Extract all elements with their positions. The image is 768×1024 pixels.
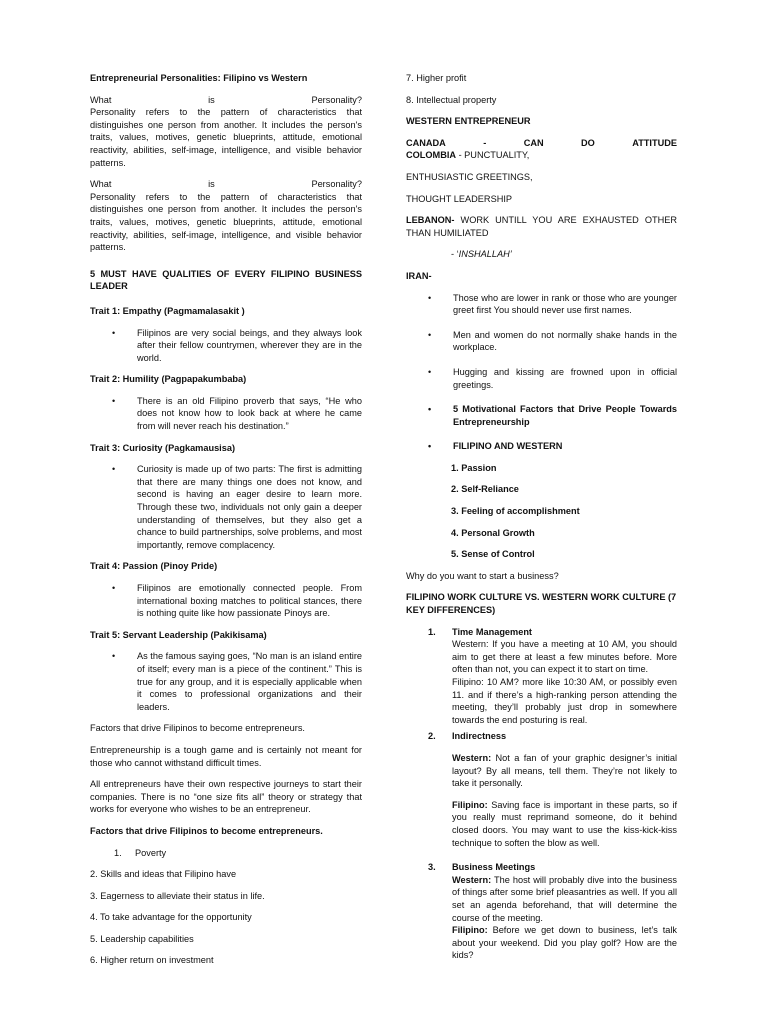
personality-definition-2 <box>90 178 362 254</box>
what-is-personality-line: What is Personality? <box>90 179 362 190</box>
filipino-western-bullet: • FILIPINO AND WESTERN <box>428 441 563 452</box>
factor-item: 1. Poverty <box>114 847 167 858</box>
trait-heading: Trait 3: Curiosity (Pagkamausisa) <box>90 442 236 453</box>
bullet-icon: • <box>428 292 432 303</box>
key-difference-title: Indirectness <box>452 731 507 742</box>
factors-heading: Factors that drive Filipinos to become entrepreneurs. <box>90 825 323 836</box>
paragraph: Entrepreneurship is a tough game and is certainly not meant for those who cannot withstand difficult times. <box>90 744 362 768</box>
key-difference-2: 2. Indirectness Western: Not a fan of your graphic designer’s initial layout? By all means, tell them. They’re not likely to take it personally. Filipino: Saving face is important in these parts, so if you really must reprimand someone, do it behind closed doors. You may want to use the kiss-kick-kiss technique to soften the blow as well. <box>428 731 677 848</box>
thought-line: THOUGHT LEADERSHIP <box>406 193 513 204</box>
colombia-line: COLOMBIA - PUNCTUALITY, <box>406 150 530 161</box>
key-difference-title: Time Management <box>452 626 532 637</box>
filipino-text: Filipino: Saving face is important in these parts, so if you really must reprimand someone, do it behind closed doors. You may want to use the kiss-kick-kiss technique to soften the blow as well. <box>452 799 677 848</box>
western-text: Western: If you have a meeting at 10 AM, you should aim to get there at least a few minutes before. More often than not, you can expect it to start on time. <box>452 639 677 675</box>
iran-bullet: • Hugging and kissing are frowned upon in official greetings. <box>428 366 677 390</box>
factor-item: 2. Skills and ideas that Filipino have <box>90 869 237 880</box>
bullet-icon: • <box>112 464 116 475</box>
culture-heading: FILIPINO WORK CULTURE VS. WESTERN WORK CULTURE (7 KEY DIFFERENCES) <box>406 592 677 616</box>
iran-bullet: • Those who are lower in rank or those who are younger greet first You should never use first names. <box>428 292 677 316</box>
canada-line: CANADA - CAN DO ATTITUDE <box>406 137 677 148</box>
motivation-heading-bullet: • 5 Motivational Factors that Drive People Towards Entrepreneurship <box>428 404 677 427</box>
inshallah-line: - ‘INSHALLAH’ <box>451 249 512 260</box>
factor-item: 6. Higher return on investment <box>90 955 214 966</box>
motivation-item: 1. Passion <box>451 462 497 473</box>
trait-bullet: • Curiosity is made up of two parts: The first is admitting that there are many things one does not know, and second is having an eager desire to learn more. Through these two, individuals not only gain a deeper understanding of themselves, but they also get a chance to build partnerships, solve problems, and most importantly, remove complacency. <box>112 464 362 550</box>
bullet-icon: • <box>428 366 432 377</box>
trait-heading: Trait 1: Empathy (Pagmamalasakit ) <box>90 305 245 316</box>
key-difference-title: Business Meetings <box>452 862 536 873</box>
lebanon-line: LEBANON- WORK UNTILL YOU ARE EXHAUSTED OTHER THAN HUMILIATED <box>406 215 677 238</box>
what-is-personality-line: What is Personality? <box>90 94 362 105</box>
iran-bullet: • Men and women do not normally shake hands in the workplace. <box>428 329 677 353</box>
factor-item: 5. Leadership capabilities <box>90 933 194 944</box>
bullet-icon: • <box>112 651 116 662</box>
bullet-icon: • <box>428 404 432 415</box>
key-difference-3: 3. Business Meetings Western: The host will probably dive into the business of things after some brief pleasantries as well. If you all set an agenda beforehand, that will determine the course of the meeting. Filipino: Before we get down to business, let’s talk about your weekend. Did you play golf? How are the kids? <box>428 862 677 961</box>
bullet-icon: • <box>112 395 116 406</box>
definition-text: Personality refers to the pattern of characteristics that distinguishes one person from another. It includes the person's traits, values, motives, genetic blueprints, attitude, emotional reactivity, abilities, self-image, intelligence, and visible behavior patterns. <box>90 191 362 253</box>
qualities-heading: 5 MUST HAVE QUALITIES OF EVERY FILIPINO BUSINESS LEADER <box>90 268 362 292</box>
factor-item: 4. To take advantage for the opportunity <box>90 912 252 923</box>
trait-bullet: • Filipinos are very social beings, and they always look after their fellow countrymen, wherever they are in the world. <box>112 327 362 363</box>
trait-heading: Trait 4: Passion (Pinoy Pride) <box>90 561 218 572</box>
western-heading: WESTERN ENTREPRENEUR <box>406 116 531 127</box>
key-difference-1: 1. Time Management Western: If you have a meeting at 10 AM, you should aim to get there at least a few minutes before. More often than not, you can expect it to start on time. Filipino: 10 AM? more like 10:30 AM, or possibly even 11. and if there’s a high-ranking person attending the meeting, they’ll probably just drop in somewhere towards the end posturing is real. <box>428 626 677 725</box>
trait-bullet: • There is an old Filipino proverb that says, “He who does not know how to look back at where he came from will never reach his destination.” <box>112 395 362 432</box>
bullet-icon: • <box>112 327 116 338</box>
bullet-icon: • <box>428 441 432 452</box>
paragraph: All entrepreneurs have their own respective journeys to start their companies. There is no “one size fits all” theory or strategy that works for everyone who wishes to be an entrepreneur. <box>90 779 362 815</box>
factor-item: 3. Eagerness to alleviate their status in life. <box>90 890 265 901</box>
motivation-item: 2. Self-Reliance <box>451 484 519 495</box>
factor-item: 7. Higher profit <box>406 73 467 83</box>
bullet-icon: • <box>112 583 116 593</box>
trait-heading: Trait 2: Humility (Pagpapakumbaba) <box>90 374 247 385</box>
bullet-icon: • <box>428 329 432 340</box>
canada-colombia <box>406 137 677 162</box>
filipino-text: Filipino: Before we get down to business, let’s talk about your weekend. Did you play golf? How are the kids? <box>452 925 677 961</box>
trait-heading: Trait 5: Servant Leadership (Pakikisama) <box>90 629 267 640</box>
trait-bullet: • Filipinos are emotionally connected people. From international boxing matches to political stances, there is nothing quite like how passionate Pinoys are. <box>112 583 362 619</box>
filipino-text: Filipino: 10 AM? more like 10:30 AM, or possibly even 11. and if there’s a high-ranking person attending the meeting, they’ll probably just drop in somewhere towards the end posturing is real. <box>452 677 677 725</box>
document-title: Entrepreneurial Personalities: Filipino vs Western <box>90 73 308 83</box>
motivation-item: 5. Sense of Control <box>451 549 535 560</box>
definition-text: Personality refers to the pattern of characteristics that distinguishes one person from another. It includes the person's traits, values, motives, genetic blueprints, attitude, emotional reactivity, abilities, self-image, intelligence, and visible behavior patterns. <box>90 107 362 168</box>
greetings-line: ENTHUSIASTIC GREETINGS, <box>406 171 533 182</box>
right-column <box>406 72 677 962</box>
personality-definition-1 <box>90 94 362 170</box>
why-question: Why do you want to start a business? <box>406 570 559 581</box>
factor-item: 8. Intellectual property <box>406 94 497 105</box>
left-column <box>90 72 362 967</box>
factors-intro: Factors that drive Filipinos to become entrepreneurs. <box>90 723 305 734</box>
trait-bullet: • As the famous saying goes, “No man is an island entire of itself; every man is a piece of the continent.” This is true for any group, and it is especially applicable when it comes to professional organizations and their leaders. <box>112 651 362 712</box>
western-text: Western: Not a fan of your graphic designer’s initial layout? By all means, tell them. They’re not likely to take it personally. <box>452 752 677 789</box>
iran-heading: IRAN- <box>406 270 432 281</box>
motivation-item: 4. Personal Growth <box>451 527 535 538</box>
western-text: Western: The host will probably dive into the business of things after some brief pleasantries as well. If you all set an agenda beforehand, that will determine the course of the meeting. <box>452 874 677 923</box>
motivation-item: 3. Feeling of accomplishment <box>451 506 580 517</box>
